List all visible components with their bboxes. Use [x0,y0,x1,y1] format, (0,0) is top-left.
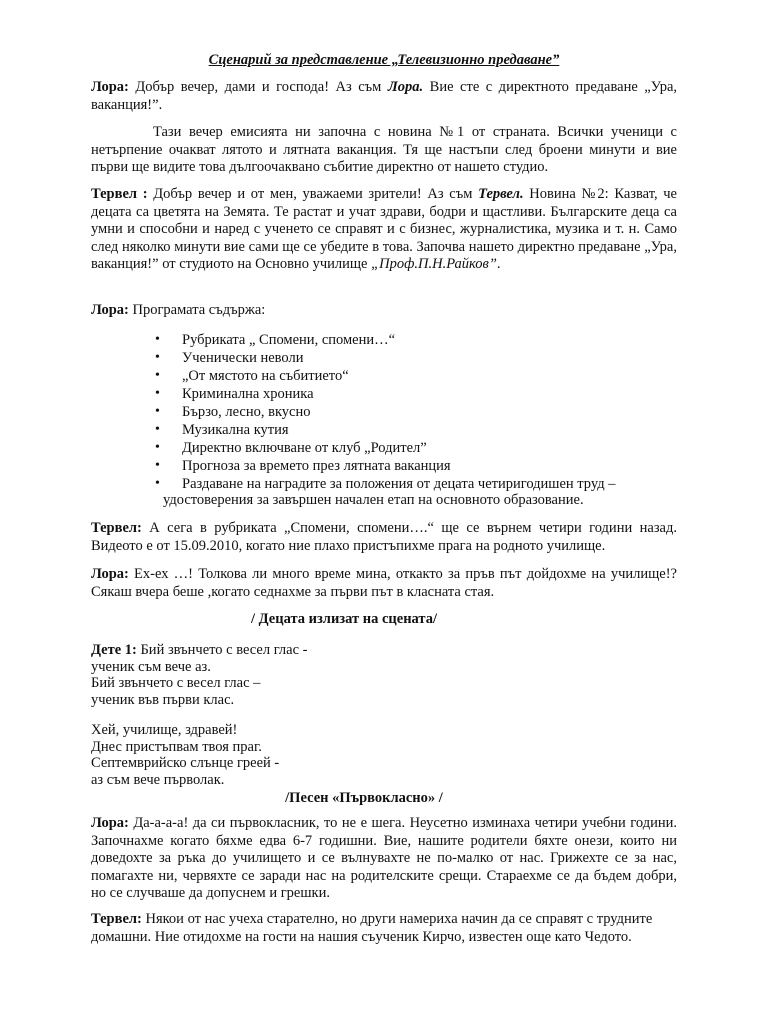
paragraph-text: . [496,256,501,272]
paragraph-lora-first-grade [91,815,677,903]
paragraph-text: Добър вечер, дами и господа! Аз съм [128,79,388,95]
list-item-continuation: удостоверения за завършен начален етап на основното образование. [163,492,584,508]
poem-line: Септемврийско слънце греей - [91,755,280,772]
speaker-label: Тервел : [91,186,148,202]
speaker-label: Тервел: [91,520,142,536]
speaker-label: Лора: [91,815,129,831]
list-item: • Прогноза за времето през лятната ваканция [155,457,677,475]
paragraph-text: А сега в рубриката „Спомени, спомени….“ ще се върнем четири години назад. Видеото е от 15.09.2010, когато ние плахо пристъпихме прага на родното училище. [91,520,677,554]
paragraph-text: Програмата съдържа: [128,302,266,318]
paragraph-program-intro [91,302,677,320]
speaker-label: Лора: [91,302,129,318]
speaker-label: Лора: [91,79,129,95]
paragraph-lora-intro [91,79,677,114]
list-item: • Раздаване на наградите за положения от децата четиригодишен труд – [155,475,677,493]
poem-child-1 [91,642,307,789]
poem-line: ученик във първи клас. [91,692,235,709]
list-item: • Бързо, лесно, вкусно [155,403,677,421]
paragraph-text: Вие сте с директното предаване „Ура, ваканция!”. [91,79,677,113]
speaker-label: Тервел: [91,911,142,927]
list-item: • Рубриката „ Спомени, спомени…“ [155,331,677,349]
paragraph-text: Новина №2: Казват, че децата са цветята на Земята. Те растат и учат здрави, бодри и щастливи. Българските деца са умни и способни и наред с ученето се справят и с бизнес, журналистика, музика и т. н. Само след няколко минути вие сами ще се убедите в това. Започва нашето директно предаване „Ура, ваканция!” от студиото на Основно училище [91,186,677,272]
school-name: „Проф.П.Н.Райков” [371,256,497,272]
program-list [155,331,677,493]
speaker-label: Дете 1: [91,642,137,658]
stanza-gap [91,709,307,722]
poem-line: Хей, училище, здравей! [91,721,238,738]
stage-direction: /Песен «Първокласно» / [285,790,443,806]
paragraph-news-1: Тази вечер емисията ни започна с новина №1 от страната. Всички ученици с нетърпение очакват лятото и лятната ваканция. Тя ще настъпи след броени минути и вие първи ще видите това дългоочаквано събитие директно от нашето студио. [91,124,677,175]
paragraph-text: Да-а-а-а! да си първокласник, то не е шега. Неусетно изминаха четири учебни години. Започнахме когато бяхме едва 6-7 годишни. Вие, нашите родители бяхте онези, които ни доведохте за ръка до училището и се вълнувахте не по-малко от нас. Грижехте се за нас, помагахте ни, червяхте се заради нас на родителските срещи. Стараехме се да бъдем добри, но се случваше да допуснем и грешки. [91,815,677,901]
poem-line: Днес пристъпвам твоя праг. [91,738,262,755]
speaker-name: Лора. [387,79,424,95]
list-item: • „От мястото на събитието“ [155,367,677,385]
poem-line [91,642,307,659]
paragraph-tervel-memories [91,520,677,555]
poem-line: Бий звънчето с весел глас – [91,675,261,692]
stage-direction: / Децата излизат на сцената/ [250,611,438,627]
poem-line: аз съм вече първолак. [91,771,225,788]
speaker-label: Лора: [91,566,129,582]
paragraph-lora-memories [91,566,677,601]
poem-text: Бий звънчето с весел глас - [136,642,308,658]
document-title: Сценарий за представление „Телевизионно предаване” [208,52,560,68]
paragraph-text: Ех-ех …! Толкова ли много време мина, откакто за пръв път дойдохме на училище!? Сякаш вчера беше ,когато седнахме за първи път в класната стая. [91,566,677,600]
poem-line: ученик съм вече аз. [91,658,211,675]
list-item: • Криминална хроника [155,385,677,403]
speaker-name: Тервел. [478,186,524,202]
list-item: • Музикална кутия [155,421,677,439]
list-item: • Ученически неволи [155,349,677,367]
list-item: • Директно включване от клуб „Родител” [155,439,677,457]
paragraph-text: Някои от нас учеха старателно, но други намериха начин да се справят с трудните домашни. Ние отидохме на гости на нашия съученик Кирчо, известен още като Чедото. [91,911,653,945]
paragraph-tervel-homework [91,911,677,946]
paragraph-text: Добър вечер и от мен, уважаеми зрители! Аз съм [147,186,479,202]
paragraph-tervel-intro [91,186,677,274]
